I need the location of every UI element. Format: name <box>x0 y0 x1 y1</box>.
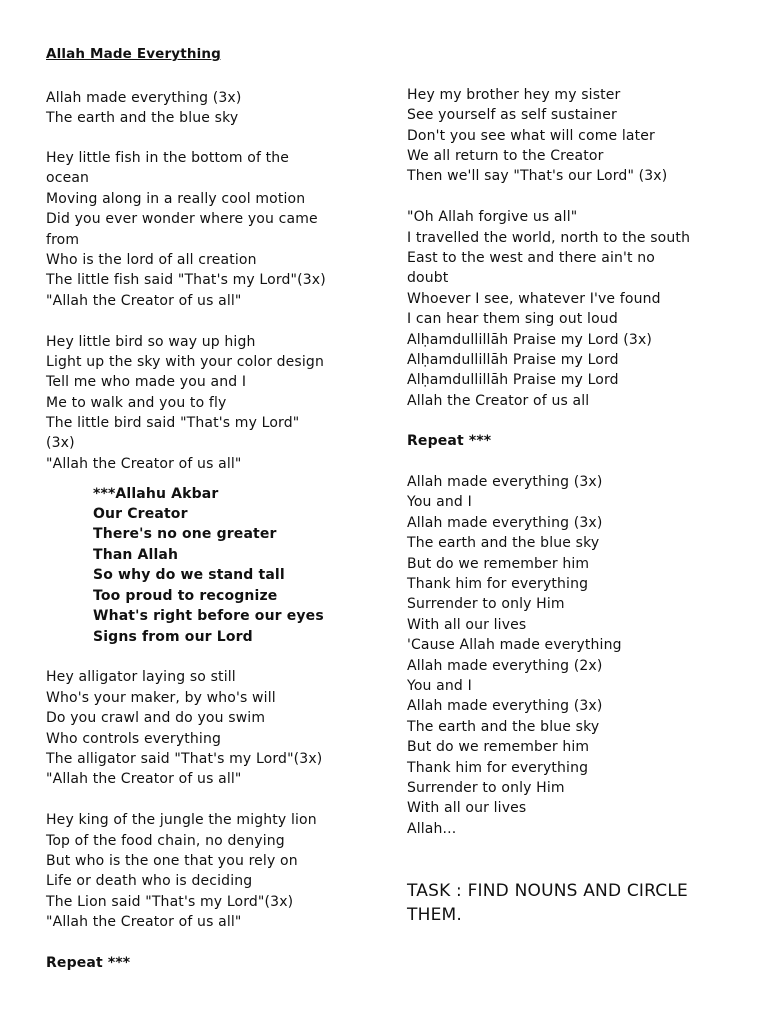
lyric-line: Surrender to only Him <box>407 780 565 796</box>
lyric-line: The Lion said "That's my Lord"(3x) <box>46 894 294 910</box>
lyric-line: Who is the lord of all creation <box>46 252 257 268</box>
lyric-line: The earth and the blue sky <box>407 719 600 735</box>
task-instruction: TASK : FIND NOUNS AND CIRCLE <box>407 881 688 901</box>
chorus-line: There's no one greater <box>93 526 277 542</box>
lyric-line: Allah made everything (3x) <box>46 90 242 106</box>
chorus-line: Signs from our Lord <box>93 629 253 645</box>
lyric-line: 'Cause Allah made everything <box>407 637 622 653</box>
lyric-line: "Allah the Creator of us all" <box>46 293 242 309</box>
lyric-line: Light up the sky with your color design <box>46 354 324 370</box>
lyric-line: "Allah the Creator of us all" <box>46 771 242 787</box>
lyric-line: Do you crawl and do you swim <box>46 710 266 726</box>
lyric-line: (3x) <box>46 435 75 451</box>
lyric-line: Thank him for everything <box>407 760 589 776</box>
lyric-line: Who controls everything <box>46 731 222 747</box>
lyric-line: I travelled the world, north to the south <box>407 230 691 246</box>
task-instruction: THEM. <box>407 905 462 925</box>
lyric-line: ocean <box>46 170 90 186</box>
chorus-line: Too proud to recognize <box>93 588 278 604</box>
lyric-line: Alḥamdullillāh Praise my Lord <box>407 352 619 368</box>
lyric-line: Hey little fish in the bottom of the <box>46 150 290 166</box>
lyric-line: doubt <box>407 270 449 286</box>
chorus-line: What's right before our eyes <box>93 608 324 624</box>
lyric-line: We all return to the Creator <box>407 148 604 164</box>
lyric-line: You and I <box>407 494 472 510</box>
lyric-line: Allah... <box>407 821 457 837</box>
lyric-line: Allah made everything (3x) <box>407 515 603 531</box>
lyric-line: But do we remember him <box>407 739 590 755</box>
lyric-line: Hey my brother hey my sister <box>407 87 621 103</box>
lyric-line: "Allah the Creator of us all" <box>46 914 242 930</box>
lyric-line: With all our lives <box>407 800 527 816</box>
lyric-line: The little bird said "That's my Lord" <box>46 415 300 431</box>
lyric-line: Top of the food chain, no denying <box>46 833 285 849</box>
lyric-line: The alligator said "That's my Lord"(3x) <box>46 751 323 767</box>
chorus-line: ***Allahu Akbar <box>93 486 219 502</box>
lyric-line: I can hear them sing out loud <box>407 311 618 327</box>
chorus-line: Our Creator <box>93 506 188 522</box>
lyric-line: Then we'll say "That's our Lord" (3x) <box>407 168 668 184</box>
repeat-marker: Repeat *** <box>46 955 131 971</box>
lyric-line: Whoever I see, whatever I've found <box>407 291 661 307</box>
chorus-line: So why do we stand tall <box>93 567 285 583</box>
lyric-line: But who is the one that you rely on <box>46 853 298 869</box>
lyric-line: The earth and the blue sky <box>407 535 600 551</box>
lyric-line: Alḥamdullillāh Praise my Lord <box>407 372 619 388</box>
lyric-line: Did you ever wonder where you came <box>46 211 318 227</box>
lyric-line: Me to walk and you to fly <box>46 395 227 411</box>
lyric-line: The earth and the blue sky <box>46 110 239 126</box>
lyric-line: "Oh Allah forgive us all" <box>407 209 578 225</box>
lyric-line: from <box>46 232 80 248</box>
lyric-line: Moving along in a really cool motion <box>46 191 306 207</box>
lyric-line: Tell me who made you and I <box>46 374 247 390</box>
lyric-line: Don't you see what will come later <box>407 128 655 144</box>
lyric-line: The little fish said "That's my Lord"(3x) <box>46 272 326 288</box>
lyric-line: Hey little bird so way up high <box>46 334 256 350</box>
lyric-line: Allah the Creator of us all <box>407 393 590 409</box>
repeat-marker: Repeat *** <box>407 433 492 449</box>
lyric-line: Allah made everything (3x) <box>407 474 603 490</box>
lyric-line: Life or death who is deciding <box>46 873 253 889</box>
lyric-line: Thank him for everything <box>407 576 589 592</box>
lyric-line: Surrender to only Him <box>407 596 565 612</box>
lyric-line: Alḥamdullillāh Praise my Lord (3x) <box>407 332 653 348</box>
song-title: Allah Made Everything <box>46 46 221 62</box>
lyric-line: Who's your maker, by who's will <box>46 690 276 706</box>
lyric-line: With all our lives <box>407 617 527 633</box>
lyric-line: You and I <box>407 678 472 694</box>
lyric-line: But do we remember him <box>407 556 590 572</box>
lyric-line: Allah made everything (3x) <box>407 698 603 714</box>
lyric-line: Allah made everything (2x) <box>407 658 603 674</box>
lyric-line: "Allah the Creator of us all" <box>46 456 242 472</box>
lyric-line: Hey alligator laying so still <box>46 669 236 685</box>
chorus-line: Than Allah <box>93 547 179 563</box>
lyric-line: See yourself as self sustainer <box>407 107 617 123</box>
lyric-line: East to the west and there ain't no <box>407 250 655 266</box>
lyric-line: Hey king of the jungle the mighty lion <box>46 812 317 828</box>
